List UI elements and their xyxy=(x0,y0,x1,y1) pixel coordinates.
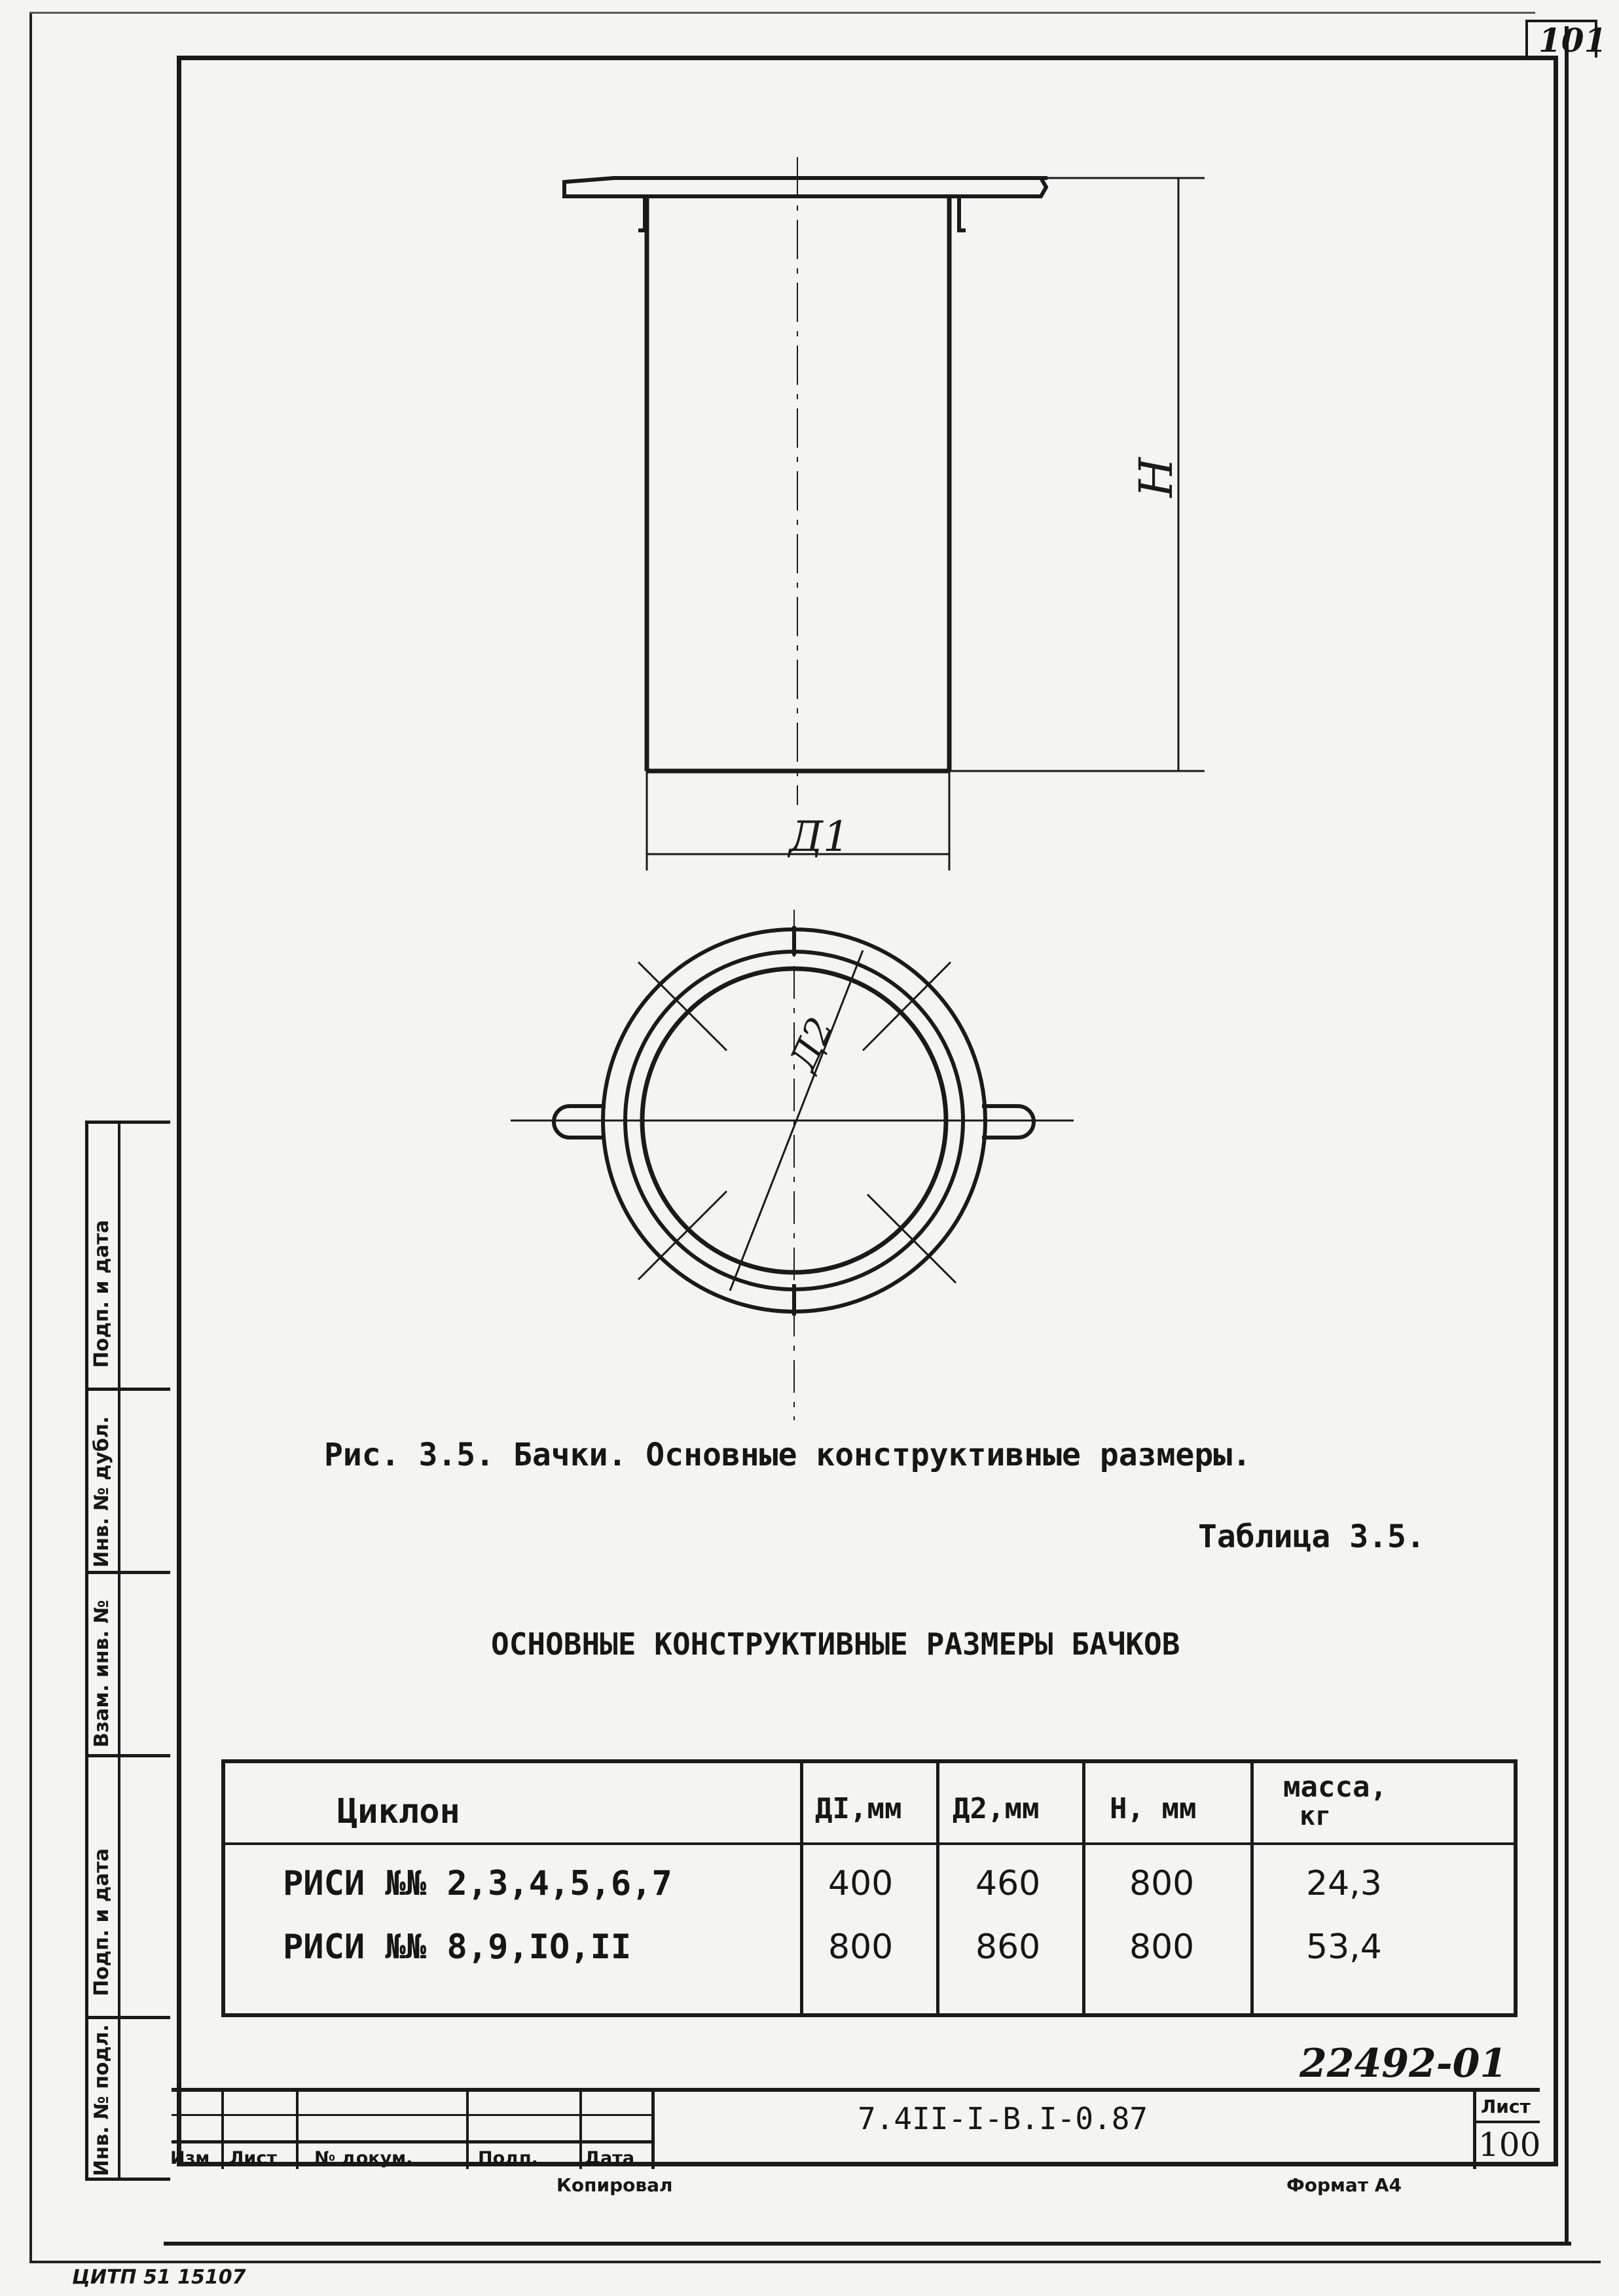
table-col-sep-3 xyxy=(1082,1759,1085,2017)
copied-by: Копировал xyxy=(556,2174,673,2196)
tb-col-4 xyxy=(579,2088,582,2169)
side-label-podp-data-2: Подп. и дата xyxy=(90,1219,113,1368)
side-strip-divider-4 xyxy=(85,2016,170,2019)
table-header-h: Н, мм xyxy=(1110,1792,1197,1825)
table-header-d2: Д2,мм xyxy=(953,1792,1040,1825)
handwritten-number: 22492-01 xyxy=(1300,2041,1508,2087)
table-header-sep xyxy=(221,1842,1518,1845)
radial-ne xyxy=(863,962,951,1050)
table-cell-r2-h: 800 xyxy=(1129,1928,1195,1967)
table-title: ОСНОВНЫЕ КОНСТРУКТИВНЫЕ РАЗМЕРЫ БАЧКОВ xyxy=(491,1626,1180,1662)
tb-col-doc: № докум. xyxy=(314,2148,413,2168)
side-strip-divider-3 xyxy=(85,1754,170,1757)
tb-col-5 xyxy=(651,2088,655,2169)
flange-clip-right xyxy=(959,196,966,230)
flange-clip-left xyxy=(638,196,645,230)
radial-nw xyxy=(638,962,727,1050)
table-col-sep-1 xyxy=(800,1759,803,2017)
tb-col-1 xyxy=(221,2088,224,2169)
radial-sw xyxy=(638,1191,727,1280)
label-d2: Д2 xyxy=(781,1011,843,1077)
label-h: H xyxy=(1129,457,1183,497)
footer-code: ЦИТП 51 15107 xyxy=(72,2266,246,2289)
tb-col-izm: Изм xyxy=(170,2148,210,2168)
page-number: 101 xyxy=(1538,21,1607,60)
tb-col-list: Лист xyxy=(229,2148,277,2168)
table-cell-r1-cyclone: РИСИ №№ 2,3,4,5,6,7 xyxy=(283,1864,672,1903)
table-cell-r2-mass: 53,4 xyxy=(1306,1928,1382,1967)
tb-col-podp: Подп. xyxy=(478,2148,538,2168)
doc-code: 7.4II-I-B.I-0.87 xyxy=(858,2101,1148,2136)
tb-col-2 xyxy=(296,2088,299,2169)
tb-sheet-sep xyxy=(1473,2121,1540,2123)
bottom-frame xyxy=(164,2242,1571,2246)
table-col-sep-4 xyxy=(1250,1759,1254,2017)
lug-right xyxy=(982,1106,1034,1138)
tb-col-3 xyxy=(466,2088,469,2169)
table-cell-r1-h: 800 xyxy=(1129,1864,1195,1903)
side-label-podp-data-1: Подп. и дата xyxy=(90,1848,113,1996)
table-col-sep-2 xyxy=(936,1759,939,2017)
label-d1: Д1 xyxy=(789,813,850,861)
table-cell-r2-cyclone: РИСИ №№ 8,9,IO,II xyxy=(283,1928,632,1967)
tb-col-data: Дата xyxy=(585,2148,635,2168)
table-header-d1: ДI,мм xyxy=(815,1792,902,1825)
table-header-cyclone: Циклон xyxy=(337,1792,460,1831)
table-header-mass: масса, xyxy=(1283,1770,1387,1804)
sheet-label: Лист xyxy=(1481,2096,1531,2117)
lug-left xyxy=(554,1106,606,1138)
format-label: Формат А4 xyxy=(1286,2174,1402,2196)
tank-flange xyxy=(564,178,1046,196)
table-cell-r2-d1: 800 xyxy=(828,1928,894,1967)
table-header-mass-unit: кг xyxy=(1300,1801,1332,1831)
table-cell-r1-mass: 24,3 xyxy=(1306,1864,1382,1903)
table-cell-r2-d2: 860 xyxy=(975,1928,1041,1967)
table-reference: Таблица 3.5. xyxy=(1198,1518,1425,1555)
sheet-number: 100 xyxy=(1478,2126,1541,2164)
side-label-vzam-inv: Взам. инв. № xyxy=(90,1600,113,1748)
table-cell-r1-d1: 400 xyxy=(828,1864,894,1903)
side-label-inv-podl: Инв. № подл. xyxy=(90,2024,113,2176)
tb-col-6 xyxy=(1473,2088,1476,2169)
table-cell-r1-d2: 460 xyxy=(975,1864,1041,1903)
figure-caption: Рис. 3.5. Бачки. Основные конструктивные размеры. xyxy=(324,1437,1252,1473)
side-strip-divider-2 xyxy=(85,1571,170,1574)
side-label-inv-dubl: Инв. № дубл. xyxy=(90,1416,113,1568)
